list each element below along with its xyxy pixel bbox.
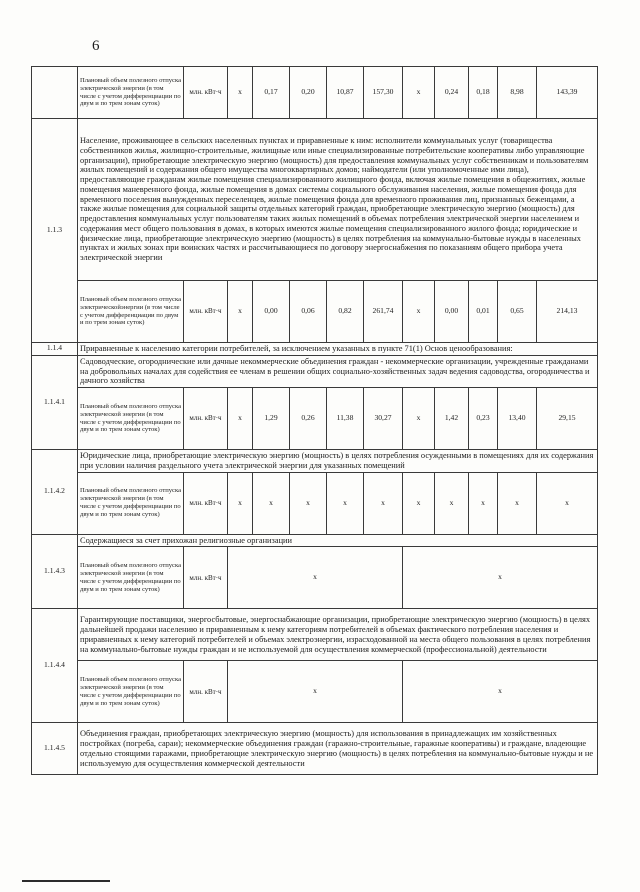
section-description: Содержащиеся за счет прихожан религиозные организации (78, 534, 598, 547)
value-cell: 1,29 (253, 388, 290, 450)
value-cell: х (228, 388, 253, 450)
value-cell: х (327, 472, 364, 534)
table-row (32, 534, 598, 547)
value-cell: 0,17 (253, 67, 290, 119)
value-cell: 261,74 (364, 281, 403, 343)
value-cell: х (228, 67, 253, 119)
value-cell: 11,38 (327, 388, 364, 450)
section-description: Гарантирующие поставщики, энергосбытовые, энергоснабжающие организации, приобретающие электрическую энергию (мощность) в целях дальнейшей продажи населению и приравненным к нему категориям потребителей в объемах фактического потребления населения и приравненных к нему категорий потребителей и объемах электроэнергии, израсходованной на места общего пользования в целях потребления на коммунально-бытовые нужды граждан и не используемой для осуществления коммерческой (профессиональной) деятельности (78, 609, 598, 661)
value-cell: х (228, 281, 253, 343)
value-cell: 13,40 (498, 388, 537, 450)
tariff-volume-table (31, 66, 598, 775)
table-row (32, 609, 598, 661)
merged-value-cell: х (403, 661, 598, 723)
table-row (32, 67, 598, 119)
value-cell: 0,01 (469, 281, 498, 343)
section-description: Юридические лица, приобретающие электрическую энергию (мощность) в целях потребления осужденными в помещениях для их содержания при условии наличия раздельного учета электрической энергии для указанных помещений (78, 450, 598, 473)
value-cell: 214,13 (537, 281, 598, 343)
merged-value-cell: х (228, 547, 403, 609)
value-cell: 10,87 (327, 67, 364, 119)
value-cell: 0,82 (327, 281, 364, 343)
section-number: 1.1.4.3 (32, 534, 78, 609)
value-cell: 0,24 (435, 67, 469, 119)
value-cell: 30,27 (364, 388, 403, 450)
value-cell: х (228, 472, 253, 534)
row-number (32, 67, 78, 119)
section-description: Садоводческие, огороднические или дачные некоммерческие объединения граждан - некоммерческие организации, учрежденные гражданами на добровольных началах для содействия ее членам в решении общих социально-хозяйственных задач ведения садоводства, огородничества и дачного хозяйства (78, 355, 598, 387)
section-description: Население, проживающее в сельских населенных пунктах и приравненные к ним: исполнители коммунальных услуг (товарищества собственников жилья, жилищно-строительные, жилищные или иные специализированные потребительские кооперативы либо управляющие организации), приобретающие электрическую энергию (мощность) для предоставления коммунальных услуг собственникам и пользователям жилых помещений и содержания общего имущества многоквартирных домов; наймодатели (или уполномоченные ими лица), предоставляющие гражданам жилые помещения специализированного жилищного фонда, включая жилые помещения в общежитиях, жилые помещения маневренного фонда, жилые помещения в домах системы социального обслуживания населения, жилые помещения фонда для временного поселения вынужденных переселенцев, жилые помещения фонда для временного проживания лиц, признанных беженцами, а также жилые помещения для социальной защиты отдельных категорий граждан, приобретающие электрическую энергию (мощность) для предоставления коммунальных услуг пользователям таких жилых помещений в объемах потребления электрической энергии населением и содержания мест общего пользования в домах, в которых имеются жилые помещения специализированного жилого фонда; юридические и физические лица, приобретающие электрическую энергию (мощность) в целях потребления на коммунально-бытовые нужды в населенных пунктах и жилых зонах при воинских частях и рассчитывающиеся по договору энергоснабжения по показаниям общего прибора учета электрической энергии (78, 119, 598, 281)
value-cell: 0,18 (469, 67, 498, 119)
section-number: 1.1.4.4 (32, 609, 78, 723)
value-cell: х (253, 472, 290, 534)
table-row (32, 661, 598, 723)
value-cell: 8,98 (498, 67, 537, 119)
unit-cell: млн. кВт·ч (184, 661, 228, 723)
table-row (32, 343, 598, 356)
section-number: 1.1.3 (32, 119, 78, 343)
value-cell: 29,15 (537, 388, 598, 450)
value-cell: х (364, 472, 403, 534)
value-cell: 157,30 (364, 67, 403, 119)
value-cell: 1,42 (435, 388, 469, 450)
table-row (32, 472, 598, 534)
section-number: 1.1.4 (32, 343, 78, 356)
merged-value-cell: х (403, 547, 598, 609)
value-cell: 0,00 (253, 281, 290, 343)
row-label: Плановый объем полезного отпуска электрической энергии (в том числе с учетом дифференциации по двум и по трем зонам суток) (78, 472, 184, 534)
value-cell: х (403, 472, 435, 534)
unit-cell: млн. кВт·ч (184, 281, 228, 343)
value-cell: 0,00 (435, 281, 469, 343)
unit-cell: млн. кВт·ч (184, 472, 228, 534)
row-label: Плановый объем полезного отпуска электрической энергии (в том числе с учетом дифференциации по двум и по трем зонам суток) (78, 388, 184, 450)
section-description: Объединения граждан, приобретающих электрическую энергию (мощность) для использования в принадлежащих им хозяйственных постройках (погреба, сараи); некоммерческие объединения граждан (гаражно-строительные, гаражные кооперативы) и граждане, владеющие отдельно стоящими гаражами, приобретающие электрическую энергию (мощность) в целях потребления на коммунально-бытовые нужды и не используемую для осуществления коммерческой деятельности (78, 723, 598, 775)
table-row (32, 547, 598, 609)
value-cell: 0,26 (290, 388, 327, 450)
value-cell: х (403, 281, 435, 343)
table-row (32, 723, 598, 775)
value-cell: х (537, 472, 598, 534)
page-number: 6 (92, 38, 100, 54)
value-cell: 143,39 (537, 67, 598, 119)
value-cell: х (435, 472, 469, 534)
row-label: Плановый объем полезного отпуска электрической энергии (в том числе с учетом дифференциации по двум и по трем зонам суток) (78, 661, 184, 723)
table-row (32, 388, 598, 450)
unit-cell: млн. кВт·ч (184, 388, 228, 450)
section-number: 1.1.4.2 (32, 450, 78, 535)
row-label: Плановый объем полезного отпуска электрической энергии (в том числе с учетом дифференциации по двум и по трем зонам суток) (78, 547, 184, 609)
table-row (32, 450, 598, 473)
table-row (32, 355, 598, 387)
value-cell: х (290, 472, 327, 534)
value-cell: х (498, 472, 537, 534)
section-description: Приравненные к населению категории потребителей, за исключением указанных в пункте 71(1) Основ ценообразования: (78, 343, 598, 356)
unit-cell: млн. кВт·ч (184, 547, 228, 609)
value-cell: 0,65 (498, 281, 537, 343)
row-label: Плановый объем полезного отпуска электрической энергии (в том числе с учетом дифференциации по двум и по трем зонам суток) (78, 67, 184, 119)
section-number: 1.1.4.1 (32, 355, 78, 449)
row-label: Плановый объем полезного отпуска электрическойэнергии (в том числе с учетом дифференциации по двум и по трем зонам суток) (78, 281, 184, 343)
merged-value-cell: х (228, 661, 403, 723)
footer-rule (22, 880, 110, 882)
value-cell: х (469, 472, 498, 534)
value-cell: 0,06 (290, 281, 327, 343)
value-cell: 0,20 (290, 67, 327, 119)
table-row (32, 119, 598, 281)
unit-cell: млн. кВт·ч (184, 67, 228, 119)
value-cell: х (403, 67, 435, 119)
section-number: 1.1.4.5 (32, 723, 78, 775)
table-row (32, 281, 598, 343)
value-cell: 0,23 (469, 388, 498, 450)
value-cell: х (403, 388, 435, 450)
